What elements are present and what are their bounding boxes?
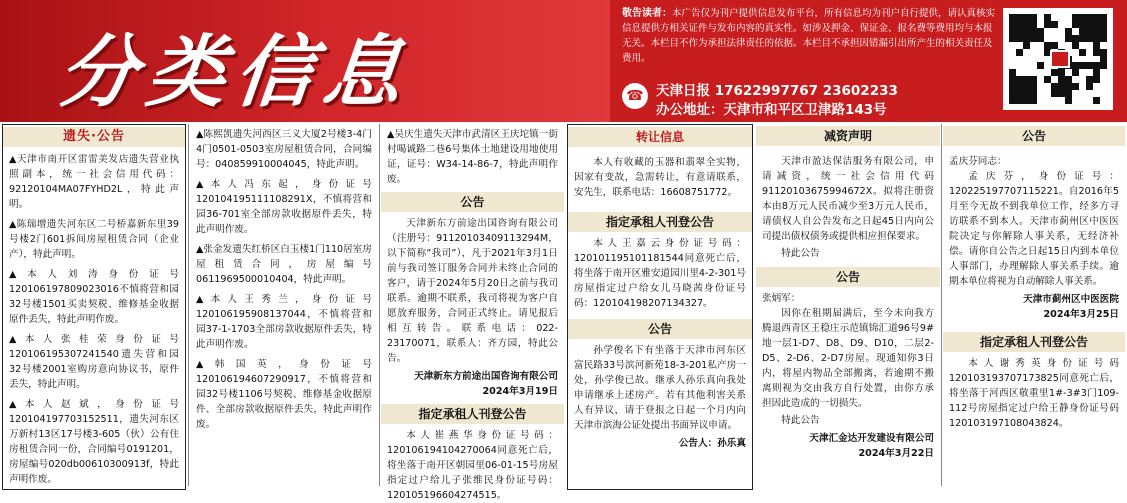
- qr-module: [1100, 62, 1107, 69]
- section-title-lessee: 指定承租人刊登公告: [568, 212, 752, 232]
- qr-module: [1051, 14, 1058, 21]
- qr-module: [1009, 56, 1016, 63]
- qr-module: [1016, 56, 1023, 63]
- qr-module: [1037, 69, 1044, 76]
- qr-module: [1072, 56, 1079, 63]
- qr-module: [1016, 42, 1023, 49]
- notice-body: 本人崔燕华身份证号码：120106194104270064同意死亡后，将坐落于南开区朝园里06-01-15号房屋指定过户给儿子张维民身份证号码：120105196604274515。: [387, 430, 558, 501]
- section-title-transfer: 转让信息: [568, 127, 752, 147]
- list-item: ▲天津市南开区雷雷美发店遗失营业执照副本，统一社会信用代码：92120104MA07FYHD2L，特此声明。: [9, 154, 179, 210]
- reader-notice: [622, 6, 998, 66]
- qr-module: [1072, 76, 1079, 83]
- qr-module: [1037, 42, 1044, 49]
- qr-module: [1065, 76, 1072, 83]
- section-title-lessee: 指定承租人刊登公告: [943, 332, 1125, 352]
- qr-module: [1079, 28, 1086, 35]
- list-item: ▲陈瑞增遗失河东区二号桥嘉新东里39号楼2门601拆间房屋租赁合同（企业产），特此声明。: [9, 219, 179, 260]
- qr-module: [1009, 62, 1016, 69]
- qr-module: [1093, 69, 1100, 76]
- qr-module: [1100, 97, 1107, 104]
- section-title-lessee: 指定承租人刊登公告: [381, 404, 564, 424]
- column-notices-6: [943, 124, 1125, 490]
- qr-module: [1065, 90, 1072, 97]
- qr-module: [1009, 42, 1016, 49]
- qr-module: [1093, 35, 1100, 42]
- qr-module: [1100, 56, 1107, 63]
- qr-module: [1079, 69, 1086, 76]
- qr-module: [1023, 97, 1030, 104]
- qr-module: [1058, 83, 1065, 90]
- notice-body: 天津新东方前途出国咨询有限公司（注册号：91120103409113294M，以下简称“我司”），凡于2021年3月1日前与我司签订服务合同并未终止合同的客户，请于2024年5月20日之前与我司联系。逾期不联系，我司将视为客户自愿放弃服务，合同正式终止。请见报后相互转告。联系电话：022-23170071，联系人：齐方园，特此公告。: [387, 218, 558, 364]
- notice-body: 孙学俊名下有坐落于天津市河东区富民路33号滨河新苑18-3-201私产房一处，孙学俊已故。继承人孙乐真向我处申请继承上述房产。若有其他利害关系人有异议，请于登报之日起一个月内向天津市滨海公证处提出书面异议申请。: [574, 345, 746, 431]
- qr-module: [1079, 21, 1086, 28]
- column-lost-notices: [2, 124, 186, 490]
- qr-module: [1086, 42, 1093, 49]
- reader-notice-heading: 敬告读者：: [622, 8, 672, 19]
- list-item: ▲本人王秀兰，身份证号120106195908137044，不慎将营和园37-1-1703全部房款收据原件丢失，特此声明作废。: [196, 294, 372, 350]
- qr-module: [1058, 76, 1065, 83]
- qr-module: [1079, 90, 1086, 97]
- qr-module: [1093, 90, 1100, 97]
- reader-notice-text: 本广告仅为刊户提供信息发布平台，所有信息均为刊户自行提供，请认真核实信息提供方相关证件与发布内容的真实性。如涉及押金、保证金、报名费等费用均与本报无关。本栏目不作为承担法律责任的依据。本栏目不承担因错漏引出所产生的相关责任及费用。: [622, 8, 996, 64]
- qr-module: [1009, 83, 1016, 90]
- qr-module: [1037, 76, 1044, 83]
- list-item: ▲本人冯东起，身份证号120104195111108291X，不慎将营和园36-701室全部房款收据原件丢失，特此声明作废。: [196, 179, 372, 235]
- phone-icon: ☎: [622, 83, 648, 109]
- qr-module: [1023, 35, 1030, 42]
- qr-module: [1009, 76, 1016, 83]
- qr-module: [1044, 28, 1051, 35]
- qr-module: [1086, 62, 1093, 69]
- qr-module: [1100, 90, 1107, 97]
- qr-module: [1079, 97, 1086, 104]
- qr-module: [1100, 49, 1107, 56]
- section-title-notice: 公告: [943, 126, 1125, 146]
- list-item: ▲韩国英，身份证号120106194607290917，不慎将营和园32号楼1106号契税、维修基金收据原件、全部房款收据原件丢失，特此声明作废。: [196, 359, 372, 430]
- qr-module: [1023, 90, 1030, 97]
- qr-module: [1051, 76, 1058, 83]
- list-item: ▲吴庆生遗失天津市武清区王庆坨镇一街村喝诚路二巷6号集体土地建设用地使用证，证号：W34-14-86-7，特此声明作废。: [387, 129, 558, 185]
- qr-module: [1023, 42, 1030, 49]
- list-item: ▲张金发遗失红桥区白玉楼1门110居室房屋租赁合同，房屋编号0611969500010404，特此声明。: [196, 244, 372, 285]
- qr-module: [1072, 14, 1079, 21]
- qr-module: [1093, 49, 1100, 56]
- qr-module: [1030, 35, 1037, 42]
- qr-module: [1079, 56, 1086, 63]
- qr-module: [1093, 21, 1100, 28]
- qr-module: [1023, 56, 1030, 63]
- qr-module: [1093, 62, 1100, 69]
- qr-module: [1030, 69, 1037, 76]
- list-item: ▲本人张桂荣身份证号120106195307241540遗失营和园32号楼2001室购房意向协议书，原件丢失，特此声明。: [9, 334, 179, 390]
- qr-module: [1093, 56, 1100, 63]
- notice-body: 本人有收藏的玉器和翡翠全实物，因家有变故，急需转让，有意请联系，安先生，联系电话：16608751772。: [574, 157, 746, 198]
- qr-module: [1086, 49, 1093, 56]
- qr-module: [1086, 90, 1093, 97]
- qr-module: [1051, 21, 1058, 28]
- qr-module: [1065, 28, 1072, 35]
- qr-module: [1030, 28, 1037, 35]
- qr-module: [1100, 14, 1107, 21]
- notice-body: 因你在租期届满后，至今未向我方腾退西青区王稳庄示范镇锦汇道96号9#地一层1-D7、D8、D9、D10，二层2-D5、2-D6、2-D7房屋。现通知你3日内，将屋内物品全部搬离，若逾期不搬离则视为交由我方自行处置，由你方承担因此造成的一切损失。: [762, 308, 934, 409]
- qr-module: [1072, 42, 1079, 49]
- qr-module: [1065, 35, 1072, 42]
- qr-module: [1016, 35, 1023, 42]
- column-divider: [941, 124, 942, 486]
- qr-module: [1100, 83, 1107, 90]
- notice-date: 2024年3月25日: [1043, 309, 1119, 320]
- section-title-lost: 遗失·公告: [3, 127, 185, 147]
- qr-module: [1016, 21, 1023, 28]
- qr-module: [1086, 28, 1093, 35]
- qr-module: [1072, 28, 1079, 35]
- qr-module: [1044, 90, 1051, 97]
- qr-module: [1023, 14, 1030, 21]
- qr-module: [1051, 28, 1058, 35]
- qr-code-icon: [1003, 8, 1113, 110]
- notice-body: 孟庆芬，身份证号：120225197707115221。自2016年5月至今无故不到我单位工作，经多方寻访联系不到本人。天津市蓟州区中医医院决定与你解除人事关系，无经济补偿。请你自公告之日起15日内到本单位人事部门，办理解除人事关系手续。逾期本单位将视为自动解除人事关系。: [949, 171, 1119, 287]
- qr-module: [1058, 69, 1065, 76]
- qr-module: [1044, 21, 1051, 28]
- qr-module: [1044, 97, 1051, 104]
- qr-module: [1037, 35, 1044, 42]
- qr-module: [1037, 90, 1044, 97]
- qr-module: [1093, 42, 1100, 49]
- qr-module: [1037, 97, 1044, 104]
- qr-module: [1079, 14, 1086, 21]
- qr-module: [1016, 62, 1023, 69]
- notice-note: 特此公告: [781, 415, 820, 426]
- notice-signature: 公告人：孙乐真: [678, 438, 746, 449]
- notice-date: 2024年3月22日: [858, 448, 934, 459]
- qr-module: [1016, 49, 1023, 56]
- banner-title-area: [0, 0, 610, 122]
- section-title-capital-reduction: 减资声明: [756, 126, 940, 146]
- section-title-notice: 公告: [756, 267, 940, 287]
- list-item: ▲本人刘涛身份证号120106197809023016不慎将营和园32号楼1501买卖契税、维修基金收据原件丢失，特此声明作废。: [9, 269, 179, 325]
- notice-date: 2024年3月19日: [482, 386, 558, 397]
- qr-module: [1030, 62, 1037, 69]
- qr-module: [1079, 83, 1086, 90]
- qr-module: [1051, 83, 1058, 90]
- column-notices-4: [567, 124, 753, 490]
- qr-module: [1086, 14, 1093, 21]
- classified-columns: [0, 124, 1127, 501]
- qr-module: [1016, 97, 1023, 104]
- notice-body: 本人谢秀英身份证号码120103193707173825同意死亡后，将坐落于河西区敬重里1#-3#3门109-112号房屋指定过户给王静身份证号码120103197108043824。: [949, 358, 1119, 429]
- qr-module: [1079, 42, 1086, 49]
- qr-module: [1093, 28, 1100, 35]
- qr-module: [1065, 69, 1072, 76]
- qr-module: [1030, 90, 1037, 97]
- column-lost-notices-2: [190, 124, 378, 490]
- qr-module: [1086, 69, 1093, 76]
- qr-module: [1016, 28, 1023, 35]
- qr-module: [1023, 21, 1030, 28]
- qr-module: [1030, 97, 1037, 104]
- qr-module: [1100, 21, 1107, 28]
- column-divider: [379, 124, 380, 486]
- qr-module: [1037, 49, 1044, 56]
- qr-module: [1016, 69, 1023, 76]
- column-divider: [188, 124, 189, 486]
- qr-module: [1072, 90, 1079, 97]
- column-notices-5: [756, 124, 940, 490]
- qr-module: [1072, 97, 1079, 104]
- qr-module: [1044, 69, 1051, 76]
- qr-module: [1100, 76, 1107, 83]
- notice-body: 本人王嘉云身份证号码：120101195101181544同意死亡后，将坐落于南开区雅安道园川里4-2-301号房屋指定过户给女儿马晓茜身份证号码：120104198207134327。: [574, 238, 746, 309]
- qr-module: [1051, 90, 1058, 97]
- qr-module: [1051, 42, 1058, 49]
- qr-module: [1023, 28, 1030, 35]
- notice-salutation: 孟庆芬同志：: [949, 156, 1007, 167]
- section-title-notice: 公告: [381, 192, 564, 212]
- qr-module: [1079, 76, 1086, 83]
- qr-module: [1058, 42, 1065, 49]
- qr-module: [1093, 97, 1100, 104]
- qr-module: [1016, 14, 1023, 21]
- qr-module: [1079, 35, 1086, 42]
- qr-module: [1072, 21, 1079, 28]
- qr-module: [1023, 69, 1030, 76]
- qr-module: [1037, 56, 1044, 63]
- notice-body: 天津市盈达保洁服务有限公司，申请减资，统一社会信用代码91120103675994672X。拟将注册资本由8万元人民币减少至3万元人民币，请债权人自公告发布之日起45日内向公司提出债权债务或提供相应担保要求。: [762, 156, 934, 242]
- qr-module: [1009, 49, 1016, 56]
- qr-module: [1030, 21, 1037, 28]
- qr-module: [1086, 56, 1093, 63]
- section-title-notice: 公告: [568, 319, 752, 339]
- contact-address-line: 办公地址：天津市和平区卫津路143号: [656, 102, 887, 118]
- page-title: 分类信息: [54, 28, 417, 118]
- notice-signature: 天津市蓟州区中医医院: [1023, 294, 1119, 305]
- qr-module: [1072, 69, 1079, 76]
- qr-module: [1065, 21, 1072, 28]
- qr-module: [1037, 21, 1044, 28]
- notice-salutation: 张炳军：: [762, 293, 801, 304]
- qr-module: [1051, 35, 1058, 42]
- notice-signature: 天津汇金达开发建设有限公司: [809, 433, 934, 444]
- qr-module: [1058, 28, 1065, 35]
- qr-module: [1100, 28, 1107, 35]
- qr-module: [1009, 21, 1016, 28]
- qr-module: [1079, 62, 1086, 69]
- qr-module: [1100, 35, 1107, 42]
- qr-module: [1037, 62, 1044, 69]
- qr-module: [1023, 49, 1030, 56]
- qr-module: [1044, 14, 1051, 21]
- qr-module: [1086, 83, 1093, 90]
- qr-module: [1065, 14, 1072, 21]
- qr-logo-icon: [1050, 50, 1070, 68]
- qr-module: [1016, 76, 1023, 83]
- qr-module: [1072, 62, 1079, 69]
- qr-module: [1030, 83, 1037, 90]
- qr-module: [1100, 42, 1107, 49]
- qr-module: [1072, 35, 1079, 42]
- qr-module: [1100, 69, 1107, 76]
- qr-module: [1044, 42, 1051, 49]
- qr-module: [1058, 97, 1065, 104]
- qr-module: [1065, 83, 1072, 90]
- qr-module: [1044, 35, 1051, 42]
- qr-module: [1072, 49, 1079, 56]
- qr-module: [1030, 56, 1037, 63]
- qr-module: [1030, 49, 1037, 56]
- qr-module: [1051, 69, 1058, 76]
- qr-module: [1058, 14, 1065, 21]
- qr-module: [1009, 90, 1016, 97]
- qr-module: [1030, 42, 1037, 49]
- qr-module: [1009, 14, 1016, 21]
- qr-module: [1009, 35, 1016, 42]
- qr-module: [1044, 83, 1051, 90]
- qr-module: [1065, 97, 1072, 104]
- qr-module: [1058, 90, 1065, 97]
- contact-phone-line: 天津日报 17622997767 23602233: [656, 83, 898, 99]
- list-item: ▲陈熙凯遗失河西区三义大厦2号楼3-4门4门0501-0503室房屋租赁合同，合同编号：040859910004045，特此声明。: [196, 129, 372, 170]
- qr-module: [1051, 97, 1058, 104]
- qr-module: [1009, 28, 1016, 35]
- qr-module: [1086, 35, 1093, 42]
- notice-signature: 天津新东方前途出国咨询有限公司: [414, 371, 558, 382]
- qr-module: [1009, 97, 1016, 104]
- qr-module: [1086, 76, 1093, 83]
- qr-module: [1037, 28, 1044, 35]
- list-item: ▲本人赵斌，身份证号120104197703152511，遗失河东区万新村13区17号楼3-605（伙）公有住房租赁合同一份，合同编号0191201，房屋编号020db00610300913f，特此声明作废。: [9, 399, 179, 485]
- qr-module: [1016, 90, 1023, 97]
- qr-module: [1093, 14, 1100, 21]
- qr-module: [1037, 14, 1044, 21]
- qr-module: [1058, 21, 1065, 28]
- qr-module: [1079, 49, 1086, 56]
- column-notices-3: [381, 124, 564, 501]
- qr-module: [1044, 76, 1051, 83]
- qr-module: [1086, 97, 1093, 104]
- qr-module: [1030, 14, 1037, 21]
- qr-module: [1093, 83, 1100, 90]
- qr-module: [1086, 21, 1093, 28]
- notice-note: 特此公告: [781, 248, 820, 259]
- qr-module: [1072, 83, 1079, 90]
- qr-module: [1058, 35, 1065, 42]
- qr-module: [1023, 76, 1030, 83]
- qr-module: [1030, 76, 1037, 83]
- qr-module: [1023, 62, 1030, 69]
- masthead-banner: [0, 0, 1127, 122]
- qr-module: [1023, 83, 1030, 90]
- qr-module: [1065, 42, 1072, 49]
- qr-module: [1016, 83, 1023, 90]
- qr-module: [1037, 83, 1044, 90]
- qr-module: [1009, 69, 1016, 76]
- qr-module: [1093, 76, 1100, 83]
